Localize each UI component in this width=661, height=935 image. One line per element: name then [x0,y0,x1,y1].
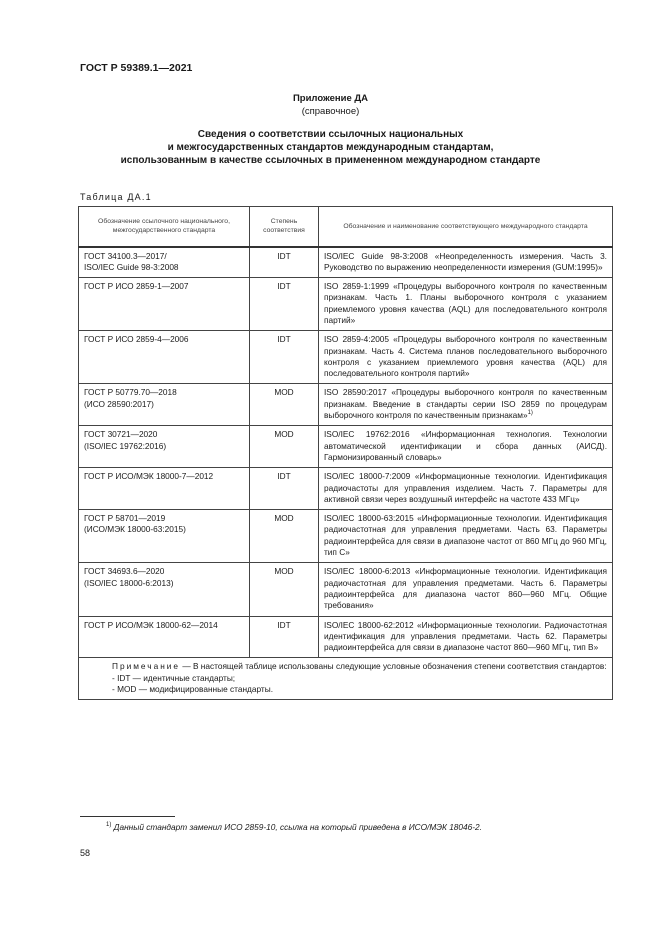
national-standard-cell: ГОСТ Р 58701—2019 (ИСО/МЭК 18000-63:2015) [79,510,250,563]
degree-cell: MOD [250,510,319,563]
international-standard-cell: ISO/IEC 18000-62:2012 «Информационные технологии. Радиочастотная идентификация для управления предметами. Часть 62. Параметры радиоинтерфейса для связи в диапазоне частот 860—960 МГц, тип В» [319,616,613,658]
table-row [79,331,613,384]
title-line: Сведения о соответствии ссылочных национальных [197,129,464,140]
table-row [79,384,613,426]
table-row [79,247,613,278]
degree-cell: IDT [250,278,319,331]
title-line: и межгосударственных стандартов международным стандартам, [167,142,494,153]
international-standard-cell: ISO/IEC 18000-63:2015 «Информационные технологии. Идентификация радиочастотная для управления предметами. Часть 63. Параметры радиоинтерфейса для связи в диапазоне частот от 860 МГц до 960 МГц, тип С» [319,510,613,563]
footnote-text: Данный стандарт заменил ИСО 2859-10, ссылка на который приведена в ИСО/МЭК 18046-2. [113,822,482,832]
degree-cell: IDT [250,616,319,658]
header-degree: Степень соответствия [250,207,319,247]
national-standard-cell: ГОСТ Р ИСО 2859-4—2006 [79,331,250,384]
national-standard-cell: ГОСТ Р ИСО/МЭК 18000-7—2012 [79,468,250,510]
section-title [0,128,661,167]
table-note [79,658,613,700]
footnote [106,822,482,832]
table-header-row [79,207,613,247]
appendix-kind: (справочное) [301,106,360,117]
table-row [79,510,613,563]
table-row [79,616,613,658]
international-standard-cell: ISO 2859-4:2005 «Процедуры выборочного контроля по качественным признакам. Часть 4. Система планов последовательного выборочного контроля с указанием приемлемого уровня качества (AQL) для последовательного контроля партий» [319,331,613,384]
table-row [79,468,613,510]
international-standard-cell: ISO/IEC 18000-6:2013 «Информационные технологии. Идентификация радиочастотная для управления предметами. Часть 6. Параметры радиоинтерфейса для диапазона частот 860—960 МГц. Общие требования» [319,563,613,616]
national-standard-cell: ГОСТ Р ИСО 2859-1—2007 [79,278,250,331]
footnote-ref: 1) [527,410,533,417]
national-standard-cell: ГОСТ Р 50779.70—2018 (ИСО 28590:2017) [79,384,250,426]
international-standard-cell: ISO/IEC Guide 98-3:2008 «Неопределенность измерения. Часть 3. Руководство по выражению неопределенности измерения (GUM:1995)» [319,247,613,278]
table-note-row [79,658,613,700]
note-paragraph [84,661,607,672]
degree-cell: MOD [250,426,319,468]
note-text: — В настоящей таблице использованы следующие условные обозначения степени соответствия стандартов: [180,661,607,672]
degree-cell: IDT [250,331,319,384]
degree-cell: IDT [250,247,319,278]
footnote-divider [80,816,175,817]
note-item: - MOD — модифицированные стандарты. [112,684,274,694]
degree-cell: MOD [250,384,319,426]
national-standard-cell: ГОСТ 34693.6—2020 (ISO/IEC 18000-6:2013) [79,563,250,616]
footnote-mark: 1) [106,822,112,829]
table-row [79,278,613,331]
table-row [79,426,613,468]
national-standard-cell: ГОСТ 30721—2020 (ISO/IEC 19762:2016) [79,426,250,468]
degree-cell: MOD [250,563,319,616]
note-item: - IDT — идентичные стандарты; [112,672,236,683]
header-national-standard: Обозначение ссылочного национального, межгосударственного стандарта [79,207,250,247]
international-standard-cell: ISO/IEC 19762:2016 «Информационная технология. Технологии автоматической идентификации и сбора данных (АИСД). Гармонизированный словарь» [319,426,613,468]
appendix-label: Приложение ДА [292,93,369,104]
national-standard-cell: ГОСТ 34100.3—2017/ ISO/IEC Guide 98-3:2008 [79,247,250,278]
table-row [79,563,613,616]
note-label: Примечание [112,661,181,672]
correspondence-table [78,206,613,700]
national-standard-cell: ГОСТ Р ИСО/МЭК 18000-62—2014 [79,616,250,658]
table-caption: Таблица ДА.1 [80,192,152,202]
document-code: ГОСТ Р 59389.1—2021 [80,62,193,74]
international-standard-cell: ISO 28590:2017 «Процедуры выборочного контроля по качественным признакам. Введение в стандарты серии ISO 2859 по процедурам выборочного контроля по качественным признакам»$^{1)}$ [319,384,613,426]
international-standard-cell: ISO/IEC 18000-7:2009 «Информационные технологии. Идентификация радиочастоты для управления изделием. Часть 7. Параметры для активной связи через воздушный интерфейс на частоте 433 МГц» [319,468,613,510]
international-standard-cell: ISO 2859-1:1999 «Процедуры выборочного контроля по качественным признакам. Часть 1. Планы выборочного контроля с указанием приемлемого уровня качества (AQL) для последовательного контроля партий» [319,278,613,331]
degree-cell: IDT [250,468,319,510]
title-line: использованным в качестве ссылочных в примененном международном стандарте [120,155,541,166]
header-international-standard: Обозначение и наименование соответствующего международного стандарта [319,207,613,247]
page-number: 58 [80,848,91,858]
